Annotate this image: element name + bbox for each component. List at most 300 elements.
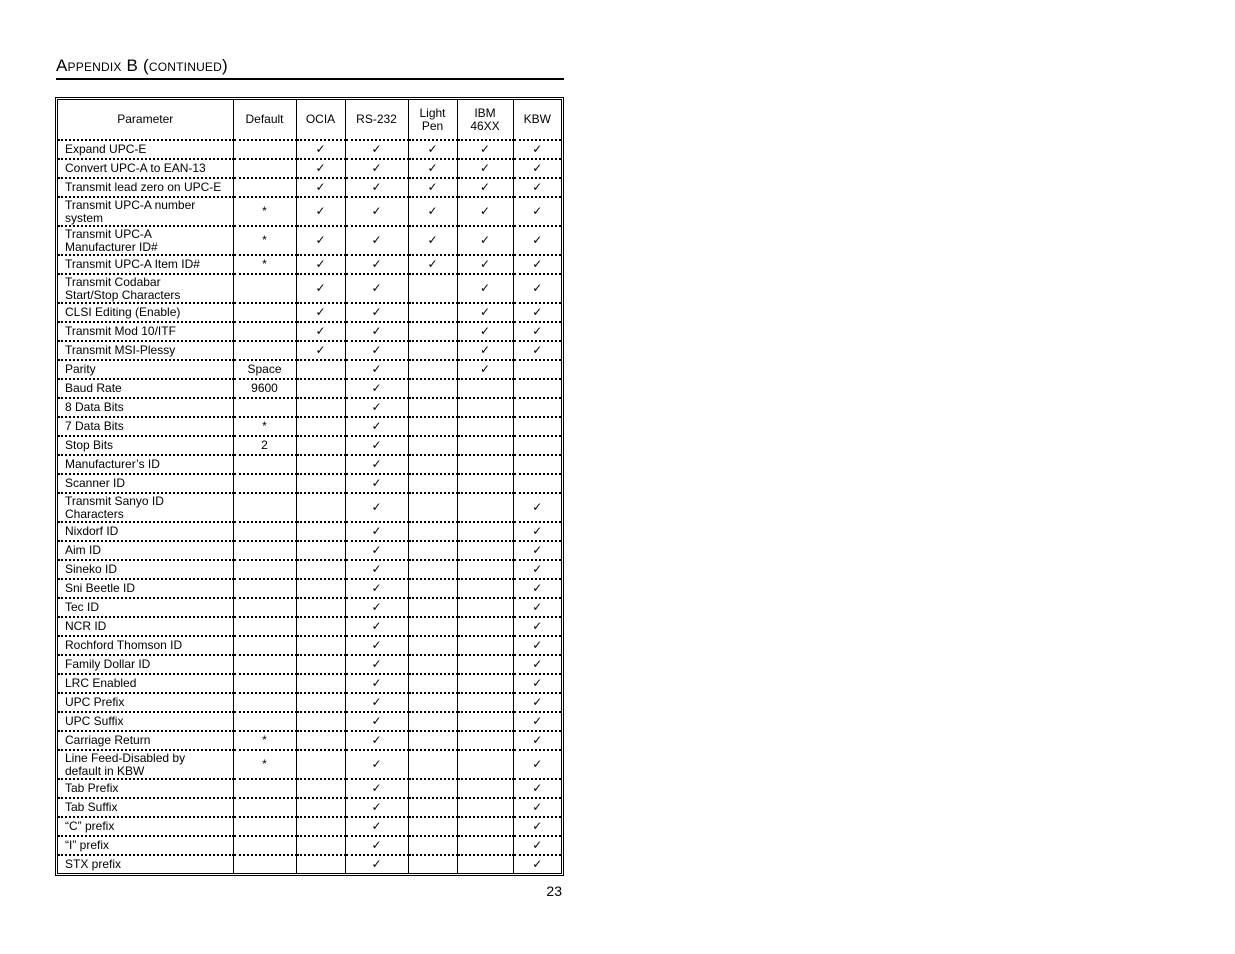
column-header-text: Parameter (117, 112, 174, 126)
checkmark-icon: ✓ (371, 180, 382, 194)
parameter-name: Family Dollar ID (65, 657, 151, 671)
table-row (58, 798, 561, 817)
support-cell-ocia (296, 322, 345, 341)
support-cell-ocia (296, 750, 345, 779)
support-cell-rs232 (345, 341, 408, 360)
checkmark-icon: ✓ (427, 180, 438, 194)
table-row (58, 836, 561, 855)
table-row (58, 178, 561, 197)
support-cell-kbw (513, 731, 561, 750)
checkmark-icon: ✓ (532, 142, 543, 156)
support-cell-ocia (296, 303, 345, 322)
support-cell-ibm (457, 579, 513, 598)
support-cell-lightpen (408, 817, 457, 836)
parameter-name: Baud Rate (65, 381, 122, 395)
support-cell-ocia (296, 560, 345, 579)
support-cell-lightpen (408, 655, 457, 674)
checkmark-icon: ✓ (371, 281, 382, 295)
checkmark-icon: ✓ (479, 305, 491, 319)
checkmark-icon: ✓ (532, 781, 543, 795)
support-cell-ibm (457, 693, 513, 712)
support-cell-kbw (513, 712, 561, 731)
checkmark-icon: ✓ (315, 161, 326, 175)
support-cell-rs232 (345, 178, 408, 197)
support-cell-lightpen (408, 712, 457, 731)
table-row (58, 274, 561, 303)
support-cell-ocia (296, 817, 345, 836)
checkmark-icon: ✓ (371, 819, 382, 833)
support-cell-rs232 (345, 855, 408, 873)
checkmark-icon: ✓ (532, 657, 543, 671)
parameter-name: Transmit UPC-A Item ID# (65, 257, 200, 271)
checkmark-icon: ✓ (371, 657, 382, 671)
support-cell-ibm (457, 398, 513, 417)
default-cell: 2 (233, 436, 296, 455)
support-cell-rs232 (345, 255, 408, 274)
table-row (58, 674, 561, 693)
support-cell-ocia (296, 693, 345, 712)
support-cell-ocia (296, 617, 345, 636)
parameter-name: Transmit Sanyo ID (65, 493, 164, 508)
checkmark-icon: ✓ (532, 500, 543, 514)
support-cell-rs232 (345, 579, 408, 598)
table-row (58, 817, 561, 836)
default-cell (233, 798, 296, 817)
checkmark-icon: ✓ (532, 281, 543, 295)
column-header-kbw (513, 100, 561, 140)
default-cell (233, 474, 296, 493)
support-cell-ibm (457, 379, 513, 398)
support-cell-ocia (296, 417, 345, 436)
support-cell-ibm (457, 750, 513, 779)
default-cell (233, 398, 296, 417)
support-cell-lightpen (408, 140, 457, 159)
table-row (58, 140, 561, 159)
table-row (58, 541, 561, 560)
support-cell-ocia (296, 159, 345, 178)
parameter-name: Expand UPC-E (65, 142, 147, 156)
parameter-cell (58, 617, 233, 636)
support-cell-kbw (513, 674, 561, 693)
support-cell-lightpen (408, 379, 457, 398)
parameter-cell (58, 560, 233, 579)
support-cell-lightpen (408, 197, 457, 226)
support-cell-rs232 (345, 303, 408, 322)
support-cell-lightpen (408, 731, 457, 750)
support-cell-rs232 (345, 541, 408, 560)
support-cell-ocia (296, 541, 345, 560)
table-row (58, 341, 561, 360)
support-cell-rs232 (345, 731, 408, 750)
parameter-cell (58, 379, 233, 398)
support-cell-rs232 (345, 417, 408, 436)
checkmark-icon: ✓ (532, 638, 543, 652)
support-cell-kbw (513, 140, 561, 159)
parameter-name: Parity (65, 362, 96, 376)
table-row (58, 731, 561, 750)
support-cell-kbw (513, 178, 561, 197)
support-cell-rs232 (345, 436, 408, 455)
support-cell-kbw (513, 522, 561, 541)
support-cell-lightpen (408, 855, 457, 873)
default-cell (233, 817, 296, 836)
default-cell (233, 341, 296, 360)
support-cell-rs232 (345, 226, 408, 255)
parameter-table-frame (55, 97, 564, 876)
default-cell (233, 779, 296, 798)
parameter-cell (58, 178, 233, 197)
support-cell-rs232 (345, 779, 408, 798)
checkmark-icon: ✓ (532, 600, 543, 614)
support-cell-lightpen (408, 322, 457, 341)
support-cell-rs232 (345, 159, 408, 178)
column-header-text: Pen (421, 118, 444, 133)
parameter-name: Stop Bits (65, 438, 114, 452)
parameter-name: Manufacturer’s ID (65, 457, 160, 471)
default-cell (233, 541, 296, 560)
checkmark-icon: ✓ (371, 257, 382, 271)
support-cell-ibm (457, 817, 513, 836)
support-cell-ibm (457, 341, 513, 360)
checkmark-icon: ✓ (479, 281, 491, 295)
checkmark-icon: ✓ (371, 476, 382, 490)
support-cell-rs232 (345, 455, 408, 474)
checkmark-icon: ✓ (371, 695, 382, 709)
table-row (58, 712, 561, 731)
checkmark-icon: ✓ (479, 324, 491, 338)
support-cell-kbw (513, 598, 561, 617)
support-cell-lightpen (408, 255, 457, 274)
support-cell-ibm (457, 178, 513, 197)
checkmark-icon: ✓ (371, 324, 382, 338)
checkmark-icon: ✓ (371, 142, 382, 156)
checkmark-icon: ✓ (371, 733, 382, 747)
support-cell-ibm (457, 674, 513, 693)
checkmark-icon: ✓ (427, 142, 438, 156)
default-cell: * (233, 197, 296, 226)
parameter-cell (58, 541, 233, 560)
parameter-name: Transmit Mod 10/ITF (65, 324, 176, 338)
checkmark-icon: ✓ (479, 204, 491, 218)
checkmark-icon: ✓ (371, 457, 382, 471)
parameter-name: “C” prefix (65, 819, 115, 833)
support-cell-lightpen (408, 360, 457, 379)
checkmark-icon: ✓ (532, 733, 543, 747)
parameter-cell (58, 598, 233, 617)
parameter-cell (58, 398, 233, 417)
support-cell-ocia (296, 836, 345, 855)
support-cell-ocia (296, 674, 345, 693)
checkmark-icon: ✓ (427, 161, 438, 175)
checkmark-icon: ✓ (371, 343, 382, 357)
support-cell-lightpen (408, 617, 457, 636)
column-header-text: KBW (523, 112, 551, 126)
support-cell-kbw (513, 636, 561, 655)
parameter-cell (58, 322, 233, 341)
column-header-text: IBM (474, 105, 496, 120)
parameter-name: LRC Enabled (65, 676, 137, 690)
support-cell-kbw (513, 255, 561, 274)
support-cell-ibm (457, 798, 513, 817)
support-cell-kbw (513, 750, 561, 779)
parameter-cell (58, 712, 233, 731)
checkmark-icon: ✓ (371, 305, 382, 319)
parameter-cell (58, 474, 233, 493)
table-row (58, 493, 561, 522)
checkmark-icon: ✓ (371, 781, 382, 795)
parameter-cell (58, 655, 233, 674)
support-cell-kbw (513, 493, 561, 522)
parameter-cell (58, 417, 233, 436)
support-cell-ibm (457, 493, 513, 522)
table-row (58, 303, 561, 322)
parameter-name: Transmit UPC-A (65, 226, 152, 241)
support-cell-kbw (513, 322, 561, 341)
support-cell-ocia (296, 655, 345, 674)
support-cell-lightpen (408, 159, 457, 178)
table-row (58, 693, 561, 712)
parameter-cell (58, 197, 233, 226)
table-row (58, 617, 561, 636)
default-cell (233, 598, 296, 617)
support-cell-rs232 (345, 817, 408, 836)
parameter-name: default in KBW (65, 763, 145, 778)
checkmark-icon: ✓ (371, 543, 382, 557)
support-cell-rs232 (345, 274, 408, 303)
parameter-name: 8 Data Bits (65, 400, 124, 414)
table-row (58, 255, 561, 274)
support-cell-rs232 (345, 474, 408, 493)
default-cell: Space (233, 360, 296, 379)
support-cell-lightpen (408, 636, 457, 655)
checkmark-icon: ✓ (532, 838, 543, 852)
default-cell: * (233, 255, 296, 274)
support-cell-ibm (457, 226, 513, 255)
support-cell-ocia (296, 522, 345, 541)
support-cell-lightpen (408, 417, 457, 436)
parameter-name: Transmit lead zero on UPC-E (65, 180, 222, 194)
default-cell (233, 579, 296, 598)
parameter-cell (58, 274, 233, 303)
support-cell-kbw (513, 417, 561, 436)
parameter-name: Transmit UPC-A number (65, 197, 196, 212)
table-row (58, 226, 561, 255)
support-cell-ibm (457, 617, 513, 636)
default-cell: * (233, 731, 296, 750)
table-row (58, 579, 561, 598)
support-cell-kbw (513, 836, 561, 855)
support-cell-ocia (296, 398, 345, 417)
support-cell-lightpen (408, 579, 457, 598)
parameter-cell (58, 436, 233, 455)
support-cell-ibm (457, 836, 513, 855)
checkmark-icon: ✓ (371, 500, 382, 514)
checkmark-icon: ✓ (371, 838, 382, 852)
column-header-rs232 (345, 100, 408, 140)
checkmark-icon: ✓ (371, 161, 382, 175)
checkmark-icon: ✓ (532, 757, 543, 771)
table-row (58, 360, 561, 379)
column-header-ibm-46xx (457, 100, 513, 140)
support-cell-lightpen (408, 341, 457, 360)
table-row (58, 474, 561, 493)
checkmark-icon: ✓ (532, 524, 543, 538)
support-cell-rs232 (345, 360, 408, 379)
support-cell-ibm (457, 255, 513, 274)
checkmark-icon: ✓ (315, 343, 326, 357)
checkmark-icon: ✓ (532, 562, 543, 576)
parameter-cell (58, 798, 233, 817)
support-cell-ibm (457, 303, 513, 322)
support-cell-lightpen (408, 750, 457, 779)
support-cell-kbw (513, 617, 561, 636)
checkmark-icon: ✓ (315, 142, 326, 156)
default-cell (233, 522, 296, 541)
support-cell-lightpen (408, 598, 457, 617)
parameter-name: Scanner ID (65, 476, 126, 490)
parameter-name: Transmit Codabar (65, 274, 161, 289)
checkmark-icon: ✓ (315, 281, 326, 295)
table-row (58, 379, 561, 398)
support-cell-lightpen (408, 693, 457, 712)
support-cell-kbw (513, 579, 561, 598)
default-cell (233, 693, 296, 712)
table-row (58, 598, 561, 617)
parameter-name: Nixdorf ID (65, 524, 119, 538)
parameter-name: Aim ID (65, 543, 101, 557)
support-cell-kbw (513, 303, 561, 322)
column-header-parameter (58, 100, 233, 140)
parameter-name: Transmit MSI-Plessy (65, 343, 176, 357)
support-cell-kbw (513, 817, 561, 836)
checkmark-icon: ✓ (532, 161, 543, 175)
support-cell-rs232 (345, 493, 408, 522)
support-cell-ocia (296, 226, 345, 255)
parameter-cell (58, 836, 233, 855)
default-cell (233, 493, 296, 522)
checkmark-icon: ✓ (371, 676, 382, 690)
parameter-name: NCR ID (65, 619, 107, 633)
parameter-cell (58, 731, 233, 750)
support-cell-ocia (296, 779, 345, 798)
parameter-name: Manufacturer ID# (65, 239, 158, 254)
parameter-cell (58, 226, 233, 255)
support-cell-rs232 (345, 522, 408, 541)
support-cell-rs232 (345, 750, 408, 779)
support-cell-ibm (457, 436, 513, 455)
checkmark-icon: ✓ (371, 524, 382, 538)
checkmark-icon: ✓ (371, 362, 382, 376)
default-cell (233, 712, 296, 731)
page-title: Appendix B (continued) (56, 56, 564, 80)
support-cell-ocia (296, 360, 345, 379)
parameter-name: STX prefix (65, 857, 122, 871)
checkmark-icon: ✓ (427, 204, 438, 218)
support-cell-rs232 (345, 712, 408, 731)
support-cell-kbw (513, 560, 561, 579)
support-cell-ibm (457, 560, 513, 579)
default-cell (233, 836, 296, 855)
parameter-cell (58, 140, 233, 159)
parameter-cell (58, 674, 233, 693)
support-cell-ibm (457, 322, 513, 341)
support-cell-kbw (513, 398, 561, 417)
support-cell-rs232 (345, 636, 408, 655)
support-cell-ocia (296, 493, 345, 522)
checkmark-icon: ✓ (532, 343, 543, 357)
support-cell-lightpen (408, 541, 457, 560)
support-cell-rs232 (345, 598, 408, 617)
support-cell-lightpen (408, 798, 457, 817)
parameter-cell (58, 522, 233, 541)
parameter-name: CLSI Editing (Enable) (65, 305, 181, 319)
checkmark-icon: ✓ (371, 714, 382, 728)
default-cell (233, 560, 296, 579)
table-row (58, 522, 561, 541)
checkmark-icon: ✓ (371, 204, 382, 218)
checkmark-icon: ✓ (315, 324, 326, 338)
checkmark-icon: ✓ (315, 180, 326, 194)
support-cell-rs232 (345, 674, 408, 693)
default-cell: * (233, 750, 296, 779)
support-cell-lightpen (408, 674, 457, 693)
support-cell-rs232 (345, 140, 408, 159)
checkmark-icon: ✓ (371, 857, 382, 871)
support-cell-ocia (296, 255, 345, 274)
default-cell (233, 855, 296, 873)
parameter-name: Rochford Thomson ID (65, 638, 183, 652)
support-cell-ibm (457, 360, 513, 379)
default-cell (233, 274, 296, 303)
support-cell-rs232 (345, 693, 408, 712)
table-row (58, 455, 561, 474)
column-header-default (233, 100, 296, 140)
checkmark-icon: ✓ (532, 800, 543, 814)
parameter-name: Sineko ID (65, 562, 118, 576)
parameter-name: Sni Beetle ID (65, 581, 136, 595)
default-cell: 9600 (233, 379, 296, 398)
checkmark-icon: ✓ (371, 800, 382, 814)
support-cell-lightpen (408, 178, 457, 197)
support-cell-ibm (457, 474, 513, 493)
support-cell-ocia (296, 598, 345, 617)
parameter-cell (58, 159, 233, 178)
support-cell-ocia (296, 855, 345, 873)
default-cell (233, 674, 296, 693)
support-cell-kbw (513, 341, 561, 360)
column-header-text: RS-232 (356, 112, 397, 126)
checkmark-icon: ✓ (315, 204, 326, 218)
table-header-row (58, 100, 561, 140)
parameter-name: UPC Prefix (65, 695, 125, 709)
column-header-ocia (296, 100, 345, 140)
parameter-name: Convert UPC-A to EAN-13 (65, 161, 206, 175)
support-cell-lightpen (408, 522, 457, 541)
support-cell-lightpen (408, 436, 457, 455)
checkmark-icon: ✓ (479, 257, 491, 271)
default-cell (233, 178, 296, 197)
support-cell-kbw (513, 855, 561, 873)
support-cell-ibm (457, 855, 513, 873)
column-header-text: Light (419, 105, 446, 120)
table-row (58, 197, 561, 226)
support-cell-ibm (457, 274, 513, 303)
support-cell-rs232 (345, 197, 408, 226)
checkmark-icon: ✓ (315, 305, 326, 319)
support-cell-rs232 (345, 655, 408, 674)
support-cell-ocia (296, 455, 345, 474)
support-cell-ocia (296, 712, 345, 731)
